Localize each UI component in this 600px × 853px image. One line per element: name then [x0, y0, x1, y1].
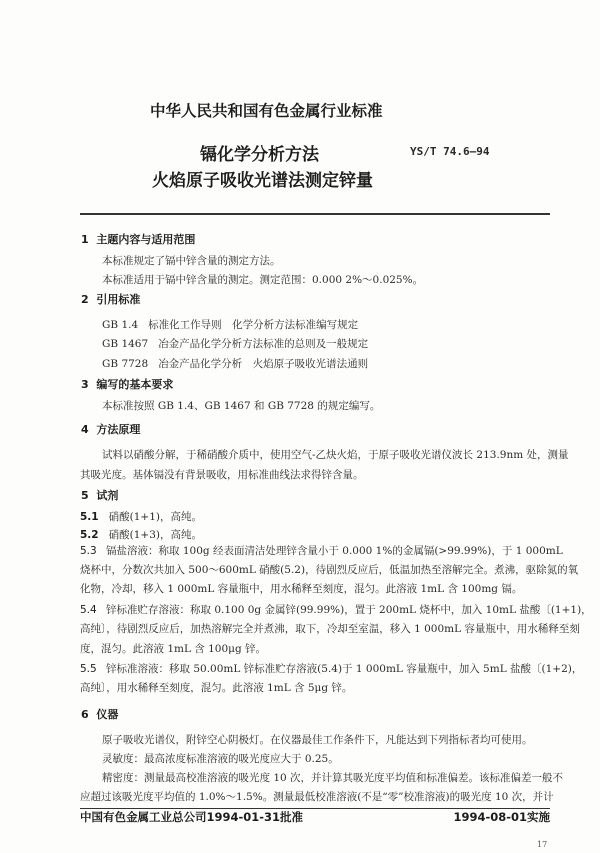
- section-number: 6: [81, 708, 89, 721]
- reference-item: [102, 320, 358, 331]
- section-number: 4: [81, 423, 89, 436]
- item-text: 化物，冷却，移入 1 000mL 容量瓶中，用水稀释至刻度，混匀。此溶液 1mL 含 100mg 镉。: [80, 583, 523, 595]
- section-6-heading: [81, 709, 118, 720]
- section-number: 1: [81, 233, 89, 246]
- section-title: 编写的基本要求: [96, 378, 174, 391]
- section-2-heading: [81, 294, 140, 305]
- section-title: 仪器: [96, 708, 119, 721]
- reference-item: [102, 339, 368, 350]
- approval-date: 中国有色金属工业总公司1994-01-31批准: [80, 810, 304, 824]
- paragraph-line: 本标准适用于镉中锌含量的测定。测定范围：0.000 2%～0.025%。: [102, 274, 424, 286]
- paragraph-line: 试料以硝酸分解，于稀硝酸介质中，使用空气-乙炔火焰，于原子吸收光谱仪波长 213.9nm 处，测量: [102, 449, 569, 461]
- page-number: 17: [537, 840, 548, 849]
- section-title: 方法原理: [96, 423, 141, 436]
- item-text: 镉盐溶液：称取 100g 经表面清洁处理锌含量小于 0.000 1%的金属镉(>99.99%)，于 1 000mL: [106, 545, 563, 557]
- item-number: 5.2: [80, 529, 99, 541]
- document-title-line-2: 火焰原子吸收光谱法测定锌量: [152, 171, 373, 191]
- section-3-heading: [81, 379, 173, 390]
- reference-code: GB 1467: [102, 338, 149, 350]
- section-4-heading: [81, 424, 140, 435]
- paragraph-line: 其吸光度。基体镉没有背景吸收，用标准曲线法求得锌含量。: [80, 469, 364, 481]
- standard-code: YS/T 74.6—94: [410, 145, 490, 158]
- reference-code: GB 1.4: [102, 319, 139, 331]
- reference-code: GB 7728: [102, 358, 149, 370]
- reference-title: 冶金产品化学分析 火焰原子吸收光谱法通则: [158, 358, 369, 370]
- item-number: 5.4: [80, 604, 97, 616]
- section-number: 3: [81, 378, 89, 391]
- item-text: 高纯〕，待剧烈反应后，加热溶解完全并煮沸，取下，冷却至室温，移入 1 000mL 容量瓶中，用水稀释至刻: [80, 623, 580, 635]
- item-number: 5.1: [80, 511, 99, 523]
- paragraph-line: 本标准按照 GB 1.4、GB 1467 和 GB 7728 的规定编写。: [102, 400, 381, 412]
- document-title-line-1: 镉化学分析方法: [200, 145, 319, 165]
- paragraph-line: 本标准规定了镉中锌含量的测定方法。: [102, 255, 281, 267]
- section-number: 2: [81, 293, 89, 306]
- item-text: 度，混匀。此溶液 1mL 含 100μg 锌。: [80, 643, 267, 655]
- item-number: 5.5: [80, 663, 97, 675]
- item-text: 锌标准贮存溶液：称取 0.100 0g 金属锌(99.99%)，置于 200mL 烧杯中，加入 10mL 盐酸〔(1+1)，: [106, 604, 592, 616]
- item-text: 高纯〕，用水稀释至刻度，混匀。此溶液 1mL 含 5μg 锌。: [80, 682, 353, 694]
- section-title: 主题内容与适用范围: [96, 233, 196, 246]
- reference-item: [102, 359, 368, 370]
- section-5-heading: [81, 490, 118, 501]
- title-divider: [80, 213, 550, 215]
- footer-divider: [80, 808, 550, 809]
- reference-title: 标准化工作导则 化学分析方法标准编写规定: [148, 319, 359, 331]
- item-number: 5.3: [80, 545, 97, 557]
- reagent-item: [80, 530, 202, 541]
- item-text: 烧杯中，分数次共加入 500～600mL 硝酸(5.2)，待剧烈反应后，低温加热至溶解完全。煮沸，驱除氮的氧: [80, 564, 579, 576]
- reference-title: 冶金产品化学分析方法标准的总则及一般规定: [158, 338, 369, 350]
- reagent-item: [80, 512, 202, 523]
- item-text: 锌标准溶液：移取 50.00mL 锌标准贮存溶液(5.4)于 1 000mL 容量瓶中，加入 5mL 盐酸〔(1+2)，: [106, 663, 583, 675]
- item-text: 硝酸(1+3)，高纯。: [108, 529, 202, 541]
- section-title: 引用标准: [96, 293, 141, 306]
- issuer-header: 中华人民共和国有色金属行业标准: [150, 102, 383, 120]
- paragraph-line: 原子吸收光谱仪，附锌空心阴极灯。在仪器最佳工作条件下，凡能达到下列指标者均可使用。: [102, 734, 533, 746]
- section-title: 试剂: [96, 489, 119, 502]
- effective-date: 1994-08-01实施: [453, 810, 550, 824]
- paragraph-line: 应超过该吸光度平均值的 1.0%～1.5%。测量最低校准溶液(不是“零”校准溶液)的吸光度 10 次，并计: [80, 791, 554, 803]
- section-number: 5: [81, 489, 89, 502]
- paragraph-line: 精密度：测量最高校准溶液的吸光度 10 次，并计算其吸光度平均值和标准偏差。该标准偏差一般不: [102, 772, 564, 784]
- item-text: 硝酸(1+1)，高纯。: [108, 511, 202, 523]
- section-1-heading: [81, 234, 195, 245]
- paragraph-line: 灵敏度：最高浓度标准溶液的吸光度应大于 0.25。: [102, 753, 339, 765]
